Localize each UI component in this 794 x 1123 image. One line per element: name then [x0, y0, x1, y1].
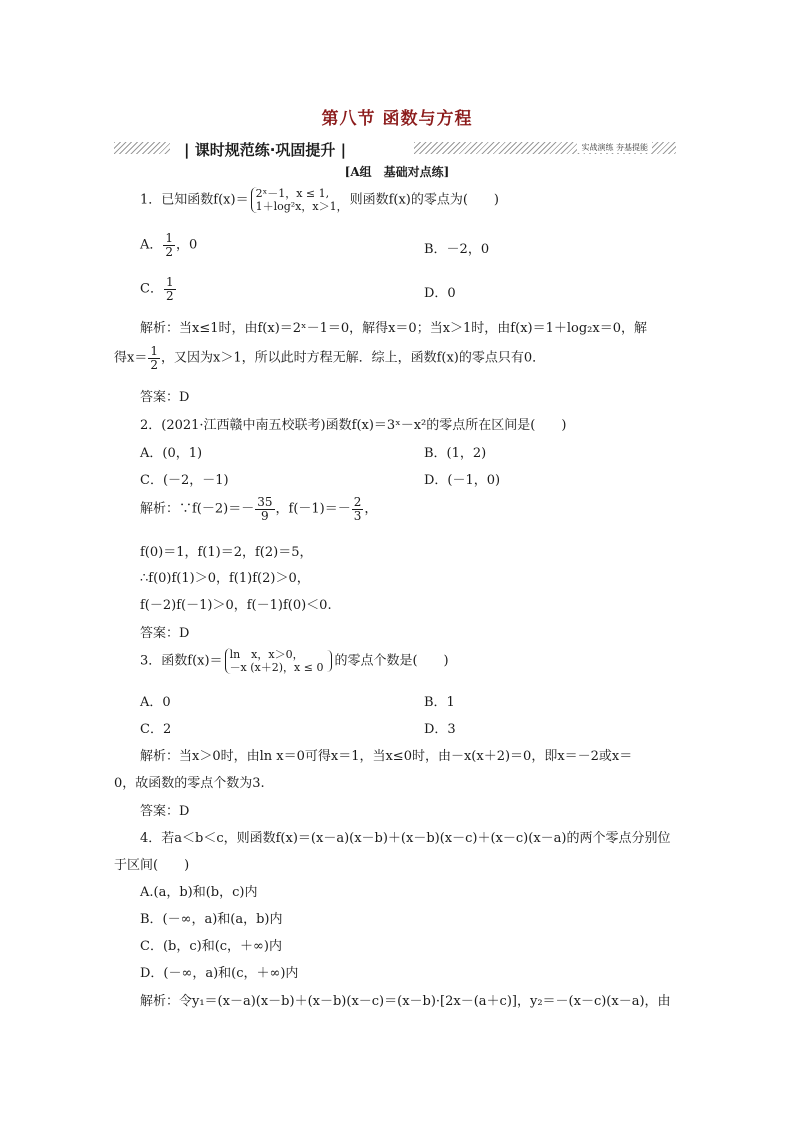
q2-option-c: C．(－2，－1) — [140, 473, 229, 488]
fraction: $\frac{35}{9}$ — [257, 495, 273, 523]
q1-solution-line1: 解析：当x≤1时，由f(x)＝2ˣ－1＝0，解得x＝0；当x＞1时，由f(x)＝1＋log₂x＝0，解 — [140, 321, 647, 336]
q1-answer: 答案：D — [140, 390, 190, 405]
q4-solution-line1: 解析：令y₁＝(x－a)(x－b)＋(x－b)(x－c)＝(x－b)·[2x－(a＋c)]，y₂＝－(x－c)(x－a)，由 — [140, 994, 671, 1009]
q2-solution-line2: f(0)＝1，f(1)＝2，f(2)＝5， — [140, 545, 313, 560]
q2-option-d: D．(－1，0) — [424, 473, 501, 488]
q1-stem: 1．已知函数f(x)＝ 2ˣ－1，x ≤ 1, 1＋log²x，x＞1， 则函数f(x)的零点为( ) — [140, 187, 500, 214]
fraction: $\frac{2}{3}$ — [353, 495, 362, 523]
q4-option-d: D．(－∞，a)和(c，＋∞)内 — [140, 966, 299, 981]
q3-answer: 答案：D — [140, 804, 190, 819]
q1-option-b: B．－2，0 — [424, 242, 490, 257]
q4-option-a: A.(a，b)和(b，c)内 — [140, 885, 258, 900]
q2-solution-line1: 解析：∵f(－2)＝－ $\frac{35}{9}$ ，f(－1)＝－ $\frac{2}{3}$ ， — [140, 495, 378, 523]
fraction: $\frac{1}{2}$ — [165, 275, 174, 303]
q3-solution-line1: 解析：当x＞0时，由ln x＝0可得x＝1，当x≤0时，由－x(x＋2)＝0，即x＝－2或x＝ — [140, 749, 633, 764]
page-title: 第八节 函数与方程 — [321, 109, 473, 129]
fraction: $\frac{1}{2}$ — [150, 344, 158, 372]
q3-option-c: C．2 — [140, 722, 172, 737]
q1-option-a: A． $\frac{1}{2}$ ，0 — [140, 231, 198, 259]
q3-solution-line2: 0，故函数的零点个数为3. — [114, 776, 265, 791]
q1-option-d: D．0 — [424, 286, 456, 301]
q2-stem: 2．(2021·江西赣中南五校联考)函数f(x)＝3ˣ－x²的零点所在区间是( ) — [140, 418, 567, 433]
q4-option-c: C．(b，c)和(c，＋∞)内 — [140, 939, 282, 954]
banner-subtitle: 实战演练 夯基提能 — [577, 142, 652, 153]
q1-option-c: C． $\frac{1}{2}$ — [140, 275, 174, 303]
q3-option-d: D．3 — [424, 722, 456, 737]
q4-option-b: B．(－∞，a)和(a，b)内 — [140, 912, 283, 927]
banner-title: | 课时规范练·巩固提升 | — [178, 139, 352, 160]
q4-stem-line2: 于区间( ) — [114, 858, 190, 873]
q1-piecewise: 2ˣ－1，x ≤ 1, 1＋log²x，x＞1， — [251, 187, 348, 213]
group-heading: [A组 基础对点练] — [344, 165, 450, 179]
q3-option-a: A．0 — [140, 695, 171, 710]
q2-answer: 答案：D — [140, 626, 190, 641]
fraction: $\frac{1}{2}$ — [165, 231, 174, 259]
q3-stem: 3．函数f(x)＝ ln x，x＞0， －x (x＋2)，x ≤ 0 的零点个数是( ) — [140, 648, 449, 675]
q2-solution-line3: ∴f(0)f(1)＞0，f(1)f(2)＞0， — [140, 571, 310, 586]
q1-solution-line2: 得x＝ $\frac{1}{2}$ ，又因为x＞1，所以此时方程无解．综上，函数f(x)的零点只有0． — [114, 344, 546, 372]
q2-solution-line4: f(－2)f(－1)＞0，f(－1)f(0)＜0. — [140, 598, 332, 613]
q3-option-b: B．1 — [424, 695, 455, 710]
q2-option-b: B．(1，2) — [424, 446, 487, 461]
q2-option-a: A．(0，1) — [140, 446, 203, 461]
q4-stem-line1: 4．若a＜b＜c，则函数f(x)＝(x－a)(x－b)＋(x－b)(x－c)＋(x－c)(x－a)的两个零点分别位 — [140, 831, 671, 846]
section-banner — [114, 139, 676, 157]
banner-stripes-left — [114, 142, 170, 154]
q3-piecewise: ln x，x＞0， －x (x＋2)，x ≤ 0 — [225, 648, 324, 674]
